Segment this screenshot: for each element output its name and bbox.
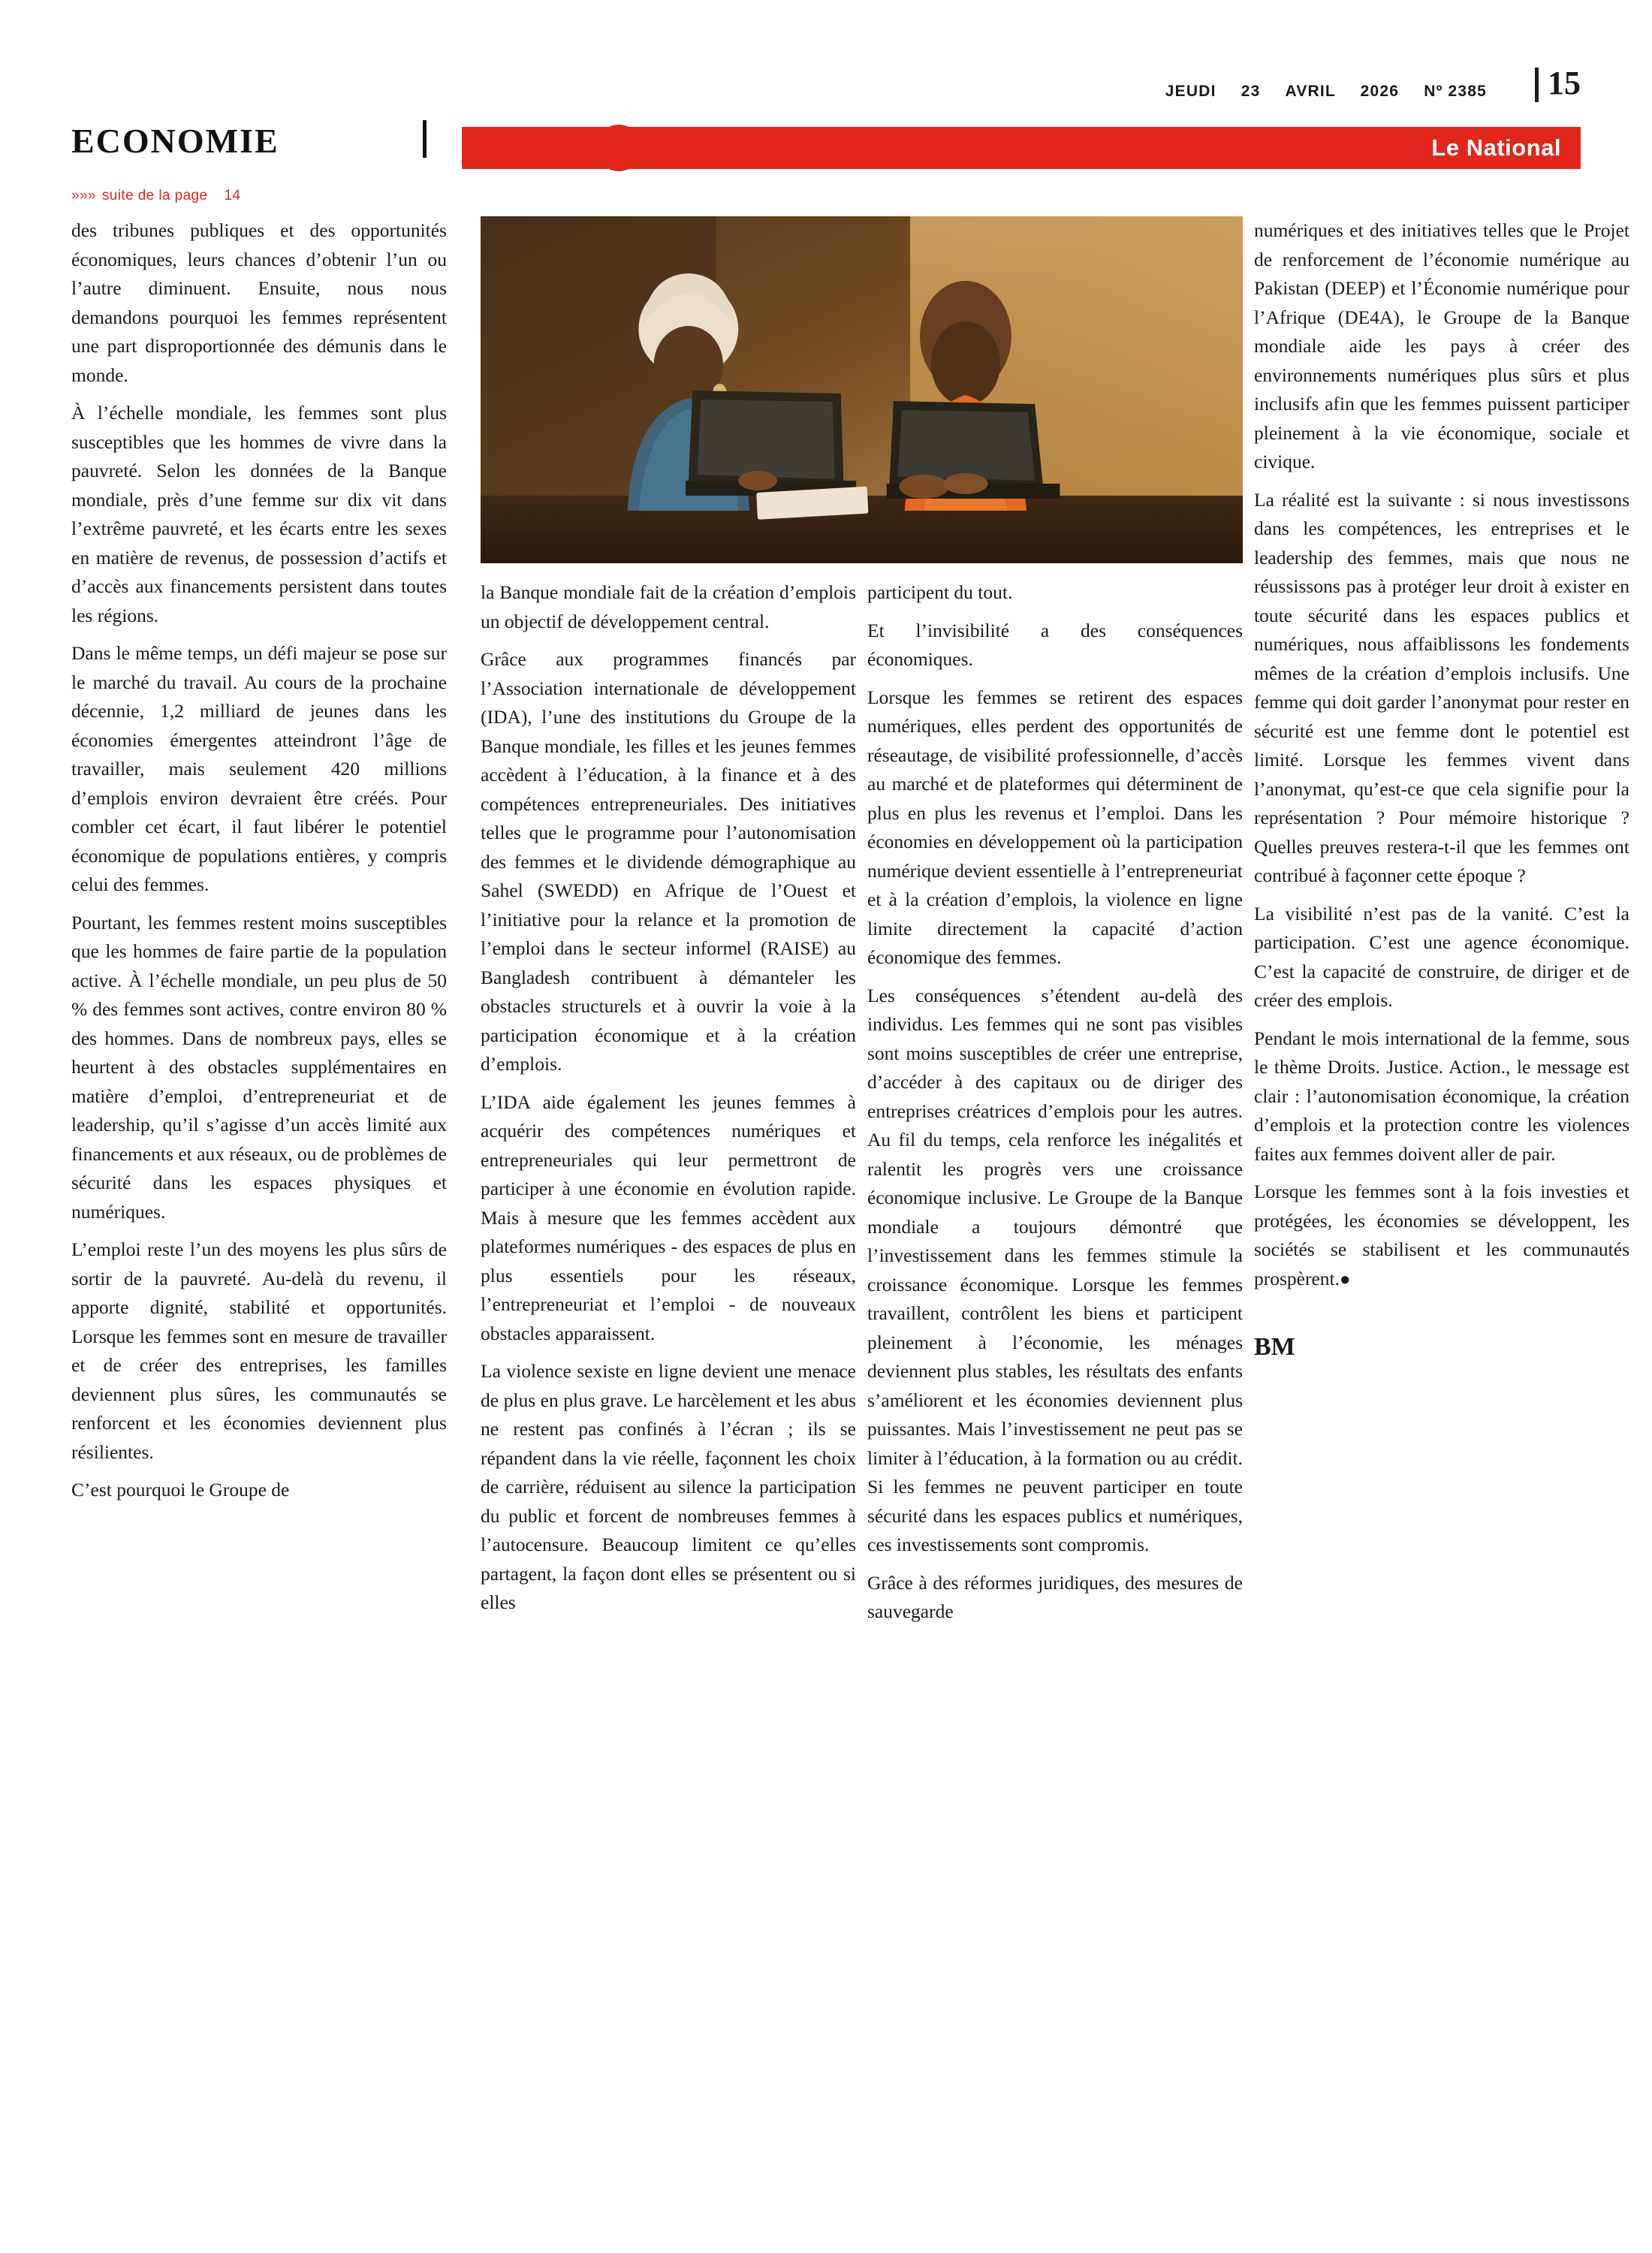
text-column-3 [1254,216,1629,2184]
paragraph: Grâce à des réformes juridiques, des mesures de sauvegarde [867,1571,1243,1622]
masthead [71,0,1581,120]
paragraph: L’emploi reste l’un des moyens les plus sûrs de sortir de la pauvreté. Au-delà du revenu, il apporte dignité, stabilité et opportunités. Lorsque les femmes sont en mesure de travailler et de créer des entreprises, les familles deviennent plus sûres, les communautés se renforcent et les économies deviennent plus résilientes. [71,1238,447,1463]
paragraph: la Banque mondiale fait de la création d’emplois un objectif de développement central. [481,581,856,632]
brand-dot-icon [595,125,642,171]
paragraph: Pourtant, les femmes restent moins susceptibles que les hommes de faire partie de la population active. À l’échelle mondiale, un peu plus de 50 % des femmes sont actives, contre environ 80 % des hommes. Dans de nombreux pays, elles se heurtent à des obstacles supplémentaires en matière d’emploi, d’entrepreneuriat et de leadership, qu’il s’agisse d’un accès limité aux financements et aux réseaux, ou de problèmes de sécurité dans les espaces physiques et numériques. [71,911,447,1223]
section-divider [423,120,427,158]
paragraph: Pendant le mois international de la femme, sous le thème Droits. Justice. Action., le message est clair : l’autonomisation économique, la création d’emplois et la protection contre les violences faites aux femmes doivent aller de pair. [1254,1027,1629,1165]
paragraph: Et l’invisibilité a des conséquences économiques. [867,619,1243,670]
dateline-month: AVRIL [1285,83,1336,100]
paragraph: Dans le même temps, un défi majeur se pose sur le marché du travail. Au cours de la prochaine décennie, 1,2 milliard de jeunes dans les économies émergentes atteindront l’âge de travailler, mais seulement 420 millions d’emplois environ devraient être créés. Pour combler cet écart, il faut libérer le potentiel économique de populations entières, y compris celui des femmes. [71,642,447,895]
continued-from [71,188,240,204]
paragraph: numériques et des initiatives telles que le Projet de renforcement de l’économie numérique au Pakistan (DEEP) et l’Économie numérique pour l’Afrique (DE4A), le Groupe de la Banque mondiale aide les pays à créer des environnements numériques plus sûrs et plus inclusifs afin que les femmes puissent participer pleinement à la vie économique, sociale et civique. [1254,219,1629,472]
dateline-day: JEUDI [1165,83,1216,100]
dateline [1165,83,1487,101]
text-column-3 [867,216,1243,2184]
section-title: ECONOMIE [71,122,279,160]
paragraph: La visibilité n’est pas de la vanité. C’est la participation. C’est une agence économique. C’est la capacité de construire, de diriger et de créer des emplois. [1254,902,1629,1011]
paragraph: Grâce aux programmes financés par l’Association internationale de développement (IDA), l’une des institutions du Groupe de la Banque mondiale, les filles et les jeunes femmes accèdent à l’éducation, à la finance et à des compétences entrepreneuriales. Des initiatives telles que le programme pour l’autonomisation des femmes et le dividende démographique au Sahel (SWEDD) en Afrique de l’Ouest et l’initiative pour la relance et la promotion de l’emploi dans le secteur informel (RAISE) au Bangladesh contribuent à démanteler les obstacles structurels et à ouvrir la voie à la participation économique et à la création d’emplois. [481,648,856,1075]
author-signature: BM [1254,1333,1295,1361]
dateline-date: 23 [1241,83,1261,100]
paragraph: participent du tout. [867,581,1013,603]
page-number: 15 [1548,65,1581,101]
page-number-rule [1535,68,1539,102]
paragraph: C’est pourquoi le Groupe de [71,1479,290,1500]
paragraph: À l’échelle mondiale, les femmes sont plus susceptibles que les hommes de vivre dans la pauvreté. Selon les données de la Banque mondiale, près d’une femme sur dix vit dans l’extrême pauvreté, et les écarts entre les sexes en matière de revenus, de possession d’actifs et d’accès aux financements persistent dans toutes les régions. [71,402,447,626]
continued-page: 14 [224,188,241,204]
paragraph: La réalité est la suivante : si nous investissons dans les compétences, les entreprises et le leadership des femmes, mais que nous ne réussissons pas à protéger leur droit à exister en toute sécurité dans les espaces publics et numériques, nous affaiblissons les fondements mêmes de la création d’emplois inclusifs. Une femme qui doit garder l’anonymat pour rester en sécurité est une femme dont le potentiel est limité. Lorsque les femmes vivent dans l’anonymat, qu’est-ce que cela signifie pour la représentation ? Pour mémoire historique ? Quelles preuves restera-t-il que les femmes ont contribué à façonner cette époque ? [1254,488,1629,886]
paragraph: Lorsque les femmes se retirent des espaces numériques, elles perdent des opportunités de réseautage, de visibilité professionnelle, d’accès au marché et de plateformes qui déterminent de plus en plus les revenus et l’emploi. Dans les économies en développement où la participation numérique devient essentielle à l’entrepreneuriat et à la création d’emplois, la violence en ligne limite directement la capacité d’action économique des femmes. [867,686,1243,968]
end-mark-icon: ● [1340,1269,1351,1289]
chevron-right-icon: »»» [71,188,96,204]
continued-label: suite de la page [101,188,208,204]
article-body [71,216,1629,2184]
text-column-2 [481,216,856,2184]
brand-band [462,127,1581,169]
brand-name: Le National [1431,134,1561,161]
section-header [71,116,1581,166]
paragraph: Les conséquences s’étendent au-delà des individus. Les femmes qui ne sont pas visibles sont moins susceptibles de créer une entreprise, d’accéder à des capitaux ou de diriger des entreprises créatrices d’emplois pour les autres. Au fil du temps, cela renforce les inégalités et ralentit les progrès vers une croissance économique inclusive. Le Groupe de la Banque mondiale a toujours démontré que l’investissement dans les femmes stimule la croissance économique. Lorsque les femmes travaillent, contrôlent les biens et participent pleinement à l’économie, les ménages deviennent plus stables, les résultats des enfants s’améliorent et les économies deviennent plus puissantes. Mais l’investissement ne peut pas se limiter à l’éducation, à la formation ou au crédit. Si les femmes ne peuvent participer en toute sécurité dans les espaces publics et numériques, ces investissements sont compromis. [867,984,1243,1555]
page-number-group [1535,65,1581,102]
paragraph: des tribunes publiques et des opportunités économiques, leurs chances d’obtenir l’un ou l’autre diminuent. Ensuite, nous nous demandons pourquoi les femmes représentent une part disproportionnée des démunis dans le monde. [71,219,447,386]
issue-number: Nº 2385 [1424,83,1487,100]
dateline-year: 2026 [1360,83,1400,100]
text-column-1 [71,216,447,2184]
paragraph: L’IDA aide également les jeunes femmes à acquérir des compétences numériques et entrepreneuriales qui leur permettront de participer à une économie en évolution rapide. Mais à mesure que les femmes accèdent aux plateformes numériques - des espaces de plus en plus essentiels pour les réseaux, l’entrepreneuriat et l’emploi - de nouveaux obstacles apparaissent. [481,1090,856,1344]
paragraph-text: Lorsque les femmes sont à la fois investies et protégées, les économies se développent, les sociétés se stabilisent et les communautés prospèrent. [1254,1181,1629,1289]
paragraph: La violence sexiste en ligne devient une menace de plus en plus grave. Le harcèlement et les abus ne restent pas confinés à l’écran ; ils se répandent dans la vie réelle, façonnent les choix de carrière, réduisent au silence la participation du public et forcent de nombreuses femmes à l’autocensure. Beaucoup limitent ce qu’elles partagent, la façon dont elles se présentent ou si elles [481,1360,856,1613]
paragraph-last [1254,1178,1629,1294]
